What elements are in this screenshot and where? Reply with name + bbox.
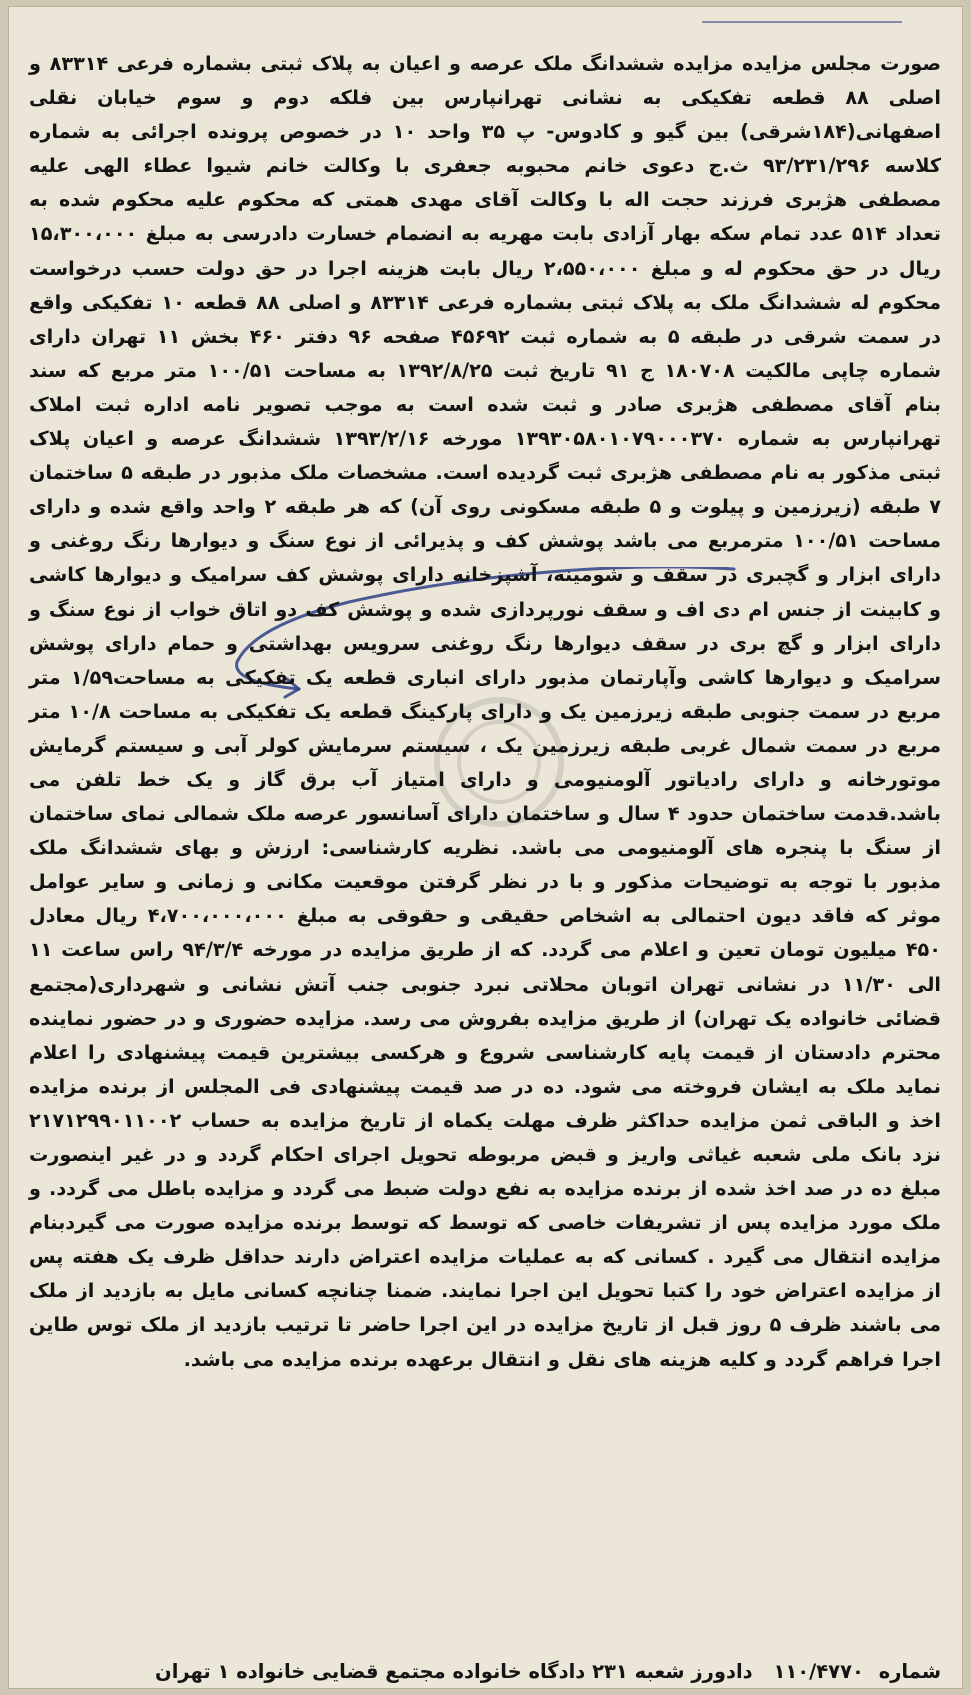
footer-signature: دادورز شعبه ۲۳۱ دادگاه خانواده مجتمع قضایی خانواده ۱ تهران: [155, 1660, 753, 1683]
footer-number-label: شماره: [878, 1660, 941, 1683]
newspaper-clipping: [8, 6, 963, 1689]
notice-body-text: صورت مجلس مزایده مزایده ششدانگ ملک عرصه و اعیان به پلاک ثبتی بشماره فرعی ۸۳۳۱۴ و اصلی ۸۸ قطعه تفکیکی به نشانی تهرانپارس بین فلکه دوم و سوم خیابان نقلی اصفهانی(۱۸۴شرقی) بین گیو و کادوس- پ ۳۵ واحد ۱۰ در خصوص پرونده اجرائی به شماره کلاسه ۹۳/۲۳۱/۲۹۶ ث.ج دعوی خانم محبوبه جعفری با وکالت خانم شیوا عطاء الهی علیه مصطفی هژبری فرزند حجت اله با وکالت آقای مهدی همتی که محکوم علیه محکوم شده به تعداد ۵۱۴ عدد تمام سکه بهار آزادی بابت مهریه به انضمام خسارت دادرسی به مبلغ ۱۵،۳۰۰،۰۰۰ ریال در حق محکوم له و مبلغ ۲،۵۵۰،۰۰۰ ریال بابت هزینه اجرا در حق دولت حسب درخواست محکوم له ششدانگ ملک به پلاک ثبتی بشماره فرعی ۸۳۳۱۴ و اصلی ۸۸ قطعه ۱۰ تفکیکی واقع در سمت شرقی در طبقه ۵ به شماره ثبت ۴۵۶۹۲ صفحه ۹۶ دفتر ۴۶۰ بخش ۱۱ تهران دارای شماره چاپی مالکیت ۱۸۰۷۰۸ ج ۹۱ تاریخ ثبت ۱۳۹۲/۸/۲۵ به مساحت ۱۰۰/۵۱ متر مربع که سند بنام آقای مصطفی هژبری صادر و ثبت شده است به موجب تصویر نامه اداره ثبت املاک تهرانپارس به شماره ۱۳۹۳۰۵۸۰۱۰۷۹۰۰۰۳۷۰ مورخه ۱۳۹۳/۲/۱۶ ششدانگ عرصه و اعیان پلاک ثبتی مذکور به نام مصطفی هژبری ثبت گردیده است. مشخصات ملک مذبور در طبقه ۵ ساختمان ۷ طبقه (زیرزمین و پیلوت و ۵ طبقه مسکونی روی آن) که هر طبقه ۲ واحد واقع شده و دارای مساحت ۱۰۰/۵۱ مترمربع می باشد پوشش کف و پذیرائی از نوع سنگ و دیوارها رنگ روغنی و دارای ابزار و گچبری در سقف و شومینه، آشپزخانه دارای پوشش کف سرامیک و دیوارها کاشی و کابینت از جنس ام دی اف و سقف نورپردازی شده و پوشش کف دو اتاق خواب از نوع سنگ و دارای ابزار و گچ بری در سقف دیوارها رنگ روغنی سرویس بهداشتی و حمام دارای پوشش سرامیک و دیوارها کاشی وآپارتمان مذبور دارای انباری قطعه یک تفکیکی به مساحت۱/۵۹ متر مربع در سمت جنوبی طبقه زیرزمین یک و دارای پارکینگ قطعه یک تفکیکی به مساحت ۱۰/۸ متر مربع در سمت شمال غربی طبقه زیرزمین یک ، سیستم سرمایش کولر آبی و سیستم گرمایش موتورخانه و دارای رادیاتور آلومنیومی و دارای امتیاز آب برق گاز و یک خط تلفن می باشد.قدمت ساختمان حدود ۴ سال و ساختمان دارای آسانسور عرصه ملک شمالی نمای ساختمان از سنگ با پنجره های آلومنیومی می باشد. نظریه کارشناسی: ارزش و بهای ششدانگ ملک مذبور با توجه به توضیحات مذکور و با در نظر گرفتن موقعیت مکانی و زمانی و سایر عوامل موثر که فاقد دیون احتمالی به اشخاص حقیقی و حقوقی به مبلغ ۴،۷۰۰،۰۰۰،۰۰۰ ریال معادل ۴۵۰ میلیون تومان تعین و اعلام می گردد. که از طریق مزایده در مورخه ۹۴/۳/۴ راس ساعت ۱۱ الی ۱۱/۳۰ در نشانی تهران اتوبان محلاتی نبرد جنوبی جنب آتش نشانی و شهرداری(مجتمع قضائی خانواده یک تهران) از طریق مزایده بفروش می رسد. مزایده حضوری و در حضور نماینده محترم دادستان از قیمت پایه کارشناسی شروع و هرکسی بیشترین قیمت پیشنهادی را اعلام نماید ملک به ایشان فروخته می شود. ده در صد قیمت پیشنهادی فی المجلس از برنده مزایده اخذ و الباقی ثمن مزایده حداکثر ظرف مهلت یکماه از تاریخ مزایده به حساب ۲۱۷۱۲۹۹۰۱۱۰۰۲ نزد بانک ملی شعبه غیاثی واریز و قبض مربوطه تحویل اجرای احکام گردد و در غیر اینصورت مبلغ ده در صد اخذ شده از برنده مزایده به نفع دولت ضبط می گردد و مزایده باطل می گردد. و ملک مورد مزایده پس از تشریفات خاصی که توسط که توسط برنده مزایده صورت می گیردبنام مزایده انتقال می گیرد . کسانی که به عملیات مزایده اعتراض دارند حداقل ظرف یک هفته پس از مزایده اعتراض خود را کتبا تحویل این اجرا نمایند. ضمنا چنانچه کسانی مایل به بازدید از ملک می باشند ظرف ۵ روز قبل از تاریخ مزایده در این اجرا حاضر تا ترتیب بازدید از ملک توس طاین اجرا فراهم گردد و کلیه هزینه های نقل و انتقال برعهده برنده مزایده می باشد.: [28, 52, 942, 1371]
footer-number: ۱۱۰/۴۷۷۰: [773, 1660, 864, 1683]
notice-footer: [31, 1659, 941, 1685]
pen-mark: [702, 7, 902, 23]
